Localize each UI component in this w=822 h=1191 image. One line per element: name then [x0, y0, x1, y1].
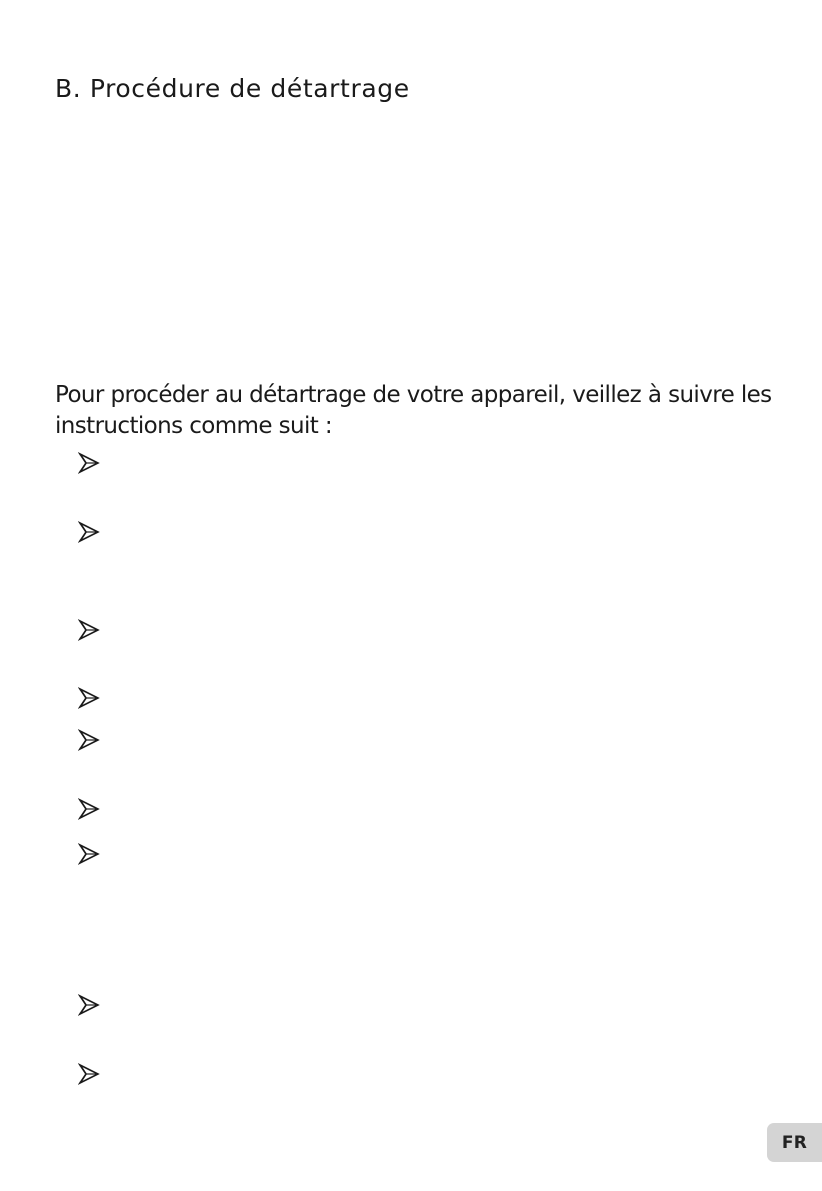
arrow-bullet-icon	[78, 619, 102, 641]
arrow-bullet-icon	[78, 729, 102, 751]
language-badge	[767, 1123, 822, 1162]
intro-paragraph: Pour procéder au détartrage de votre appareil, veillez à suivre les instructions comme suit :	[55, 382, 772, 439]
arrow-bullet-icon	[78, 521, 102, 543]
arrow-bullet-icon	[78, 994, 102, 1016]
arrow-bullet-icon	[78, 843, 102, 865]
arrow-bullet-icon	[78, 1063, 102, 1085]
arrow-bullet-icon	[78, 687, 102, 709]
arrow-bullet-icon	[78, 798, 102, 820]
page-title: B. Procédure de détartrage	[55, 74, 410, 103]
language-badge-label: FR	[781, 1132, 808, 1153]
arrow-bullet-icon	[78, 452, 102, 474]
